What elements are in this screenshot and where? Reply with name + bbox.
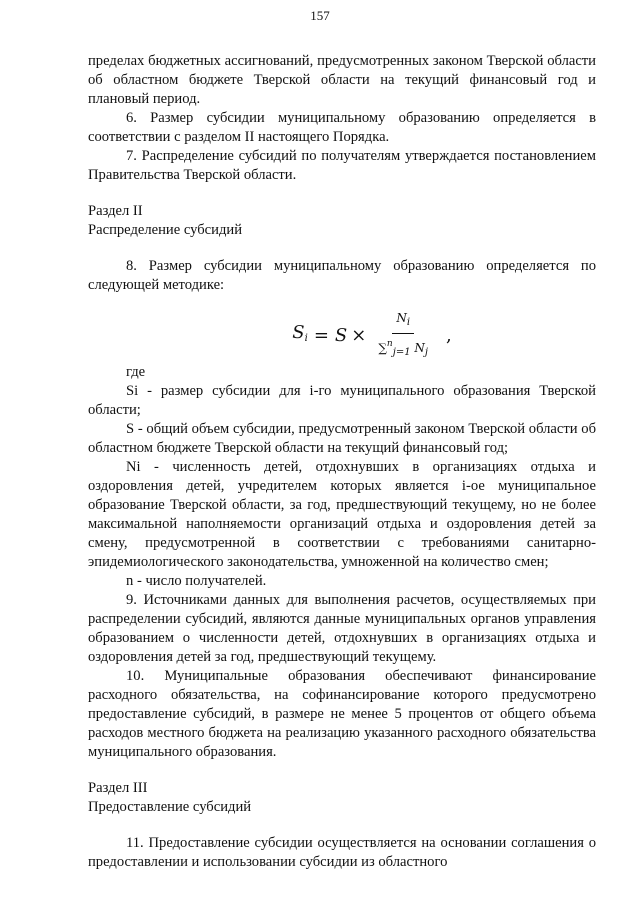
section-2-title: Раздел II [88, 203, 143, 219]
formula-s: S [334, 325, 348, 346]
where-label: где [126, 364, 146, 380]
section-3-subtitle: Предоставление субсидий [88, 799, 252, 815]
formula-numerator: $N_i$ [392, 309, 414, 334]
paragraph-item-7: 7. Распределение субсидий по получателям утверждается постановлением Правительства Тверской области. [88, 148, 596, 183]
paragraph-item-9: 9. Источниками данных для выполнения расчетов, осуществляемых при распределении субсидий, являются данные муниципальных органов управления образованием о численности детей, отдохнувших в организациях отдыха и оздоровления детей за год, предшествующий текущему. [88, 592, 596, 665]
formula-times: × [351, 325, 367, 346]
paragraph-item-10: 10. Муниципальные образования обеспечивают финансирование расходного обязательства, на софинансирование которого предусмотрено предоставление субсидий, в размере не менее 5 процентов от общего объема расходов местного бюджета на реализацию указанного расходного обязательства муниципального образования. [88, 668, 596, 760]
definition-ni: Ni - численность детей, отдохнувших в организациях отдыха и оздоровления детей, учредителем которых является i-ое муниципальное образование Тверской области, за год, предшествующий текущему, но не более максимальной наполняемости организаций отдыха и оздоровления детей за смену, предусмотренной в соответствии с требованиями санитарно-эпидемиологического законодательства, умноженной на количество смен; [88, 459, 596, 570]
intro-paragraph: пределах бюджетных ассигнований, предусмотренных законом Тверской области об областном бюджете Тверской области на текущий финансовый год и плановый период. [88, 53, 596, 107]
formula-equals: = [313, 325, 329, 346]
paragraph-item-11: 11. Предоставление субсидии осуществляется на основании соглашения о предоставлении и использовании субсидии из областного [88, 835, 596, 870]
formula-lhs: $S_i$ [292, 322, 308, 344]
formula-denominator: ∑$^n_{j=1}$ $N_j$ [378, 339, 428, 358]
paragraph-item-6: 6. Размер субсидии муниципальному образованию определяется в соответствии с разделом II настоящего Порядка. [88, 110, 596, 145]
paragraph-item-8: 8. Размер субсидии муниципальному образованию определяется по следующей методике: [88, 258, 596, 293]
formula-fraction [374, 309, 432, 362]
definition-s: S - общий объем субсидии, предусмотренный законом Тверской области об областном бюджете Тверской области на текущий финансовый год; [88, 421, 596, 456]
definition-n: n - число получателей. [126, 573, 267, 589]
document-body [88, 52, 596, 872]
page-number: 157 [310, 8, 330, 23]
section-3-title: Раздел III [88, 780, 148, 796]
subsidy-formula [88, 309, 596, 358]
section-2-subtitle: Распределение субсидий [88, 222, 243, 238]
formula-comma: , [446, 325, 452, 346]
definition-si: Si - размер субсидии для i-го муниципального образования Тверской области; [88, 383, 596, 418]
